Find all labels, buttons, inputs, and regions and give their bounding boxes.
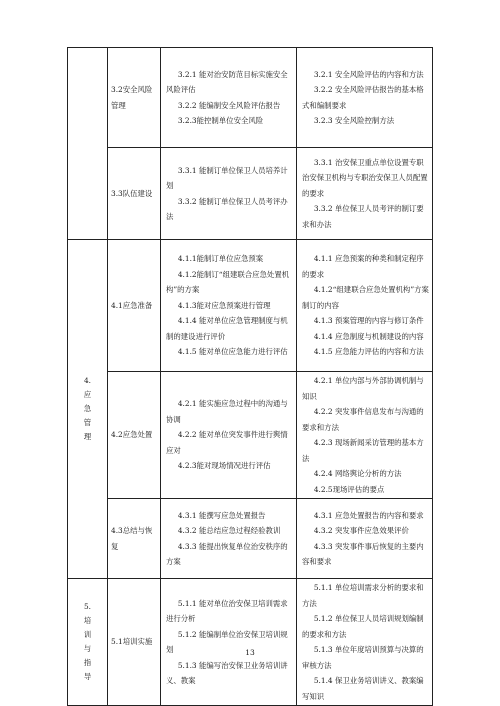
skill-item: 4.1.3能对应急预案进行管理 xyxy=(177,300,271,310)
category-label: 4.应急管理 xyxy=(83,375,92,441)
skill-requirements-cell xyxy=(161,579,297,706)
subcategory-cell: 4.1应急准备 xyxy=(108,240,161,372)
table-row xyxy=(68,48,433,148)
subcategory-cell: 5.1培训实施 xyxy=(108,579,161,706)
knowledge-item: 4.1.5 应急能力评估的内容和方法 xyxy=(313,347,424,357)
knowledge-item: 3.2.3 安全风险控制方法 xyxy=(313,116,395,125)
skill-item: 4.2.1 能实施应急过程中的沟通与协调 xyxy=(166,399,288,424)
knowledge-requirements-cell xyxy=(297,372,433,499)
knowledge-item: 4.2.4 网络舆论分析的方法 xyxy=(313,469,402,478)
category-cell-3 xyxy=(68,48,108,240)
skill-item: 4.3.2 能总结应急过程经验教训 xyxy=(177,526,281,535)
skill-item: 4.2.3能对现场情况进行评估 xyxy=(177,461,271,471)
category-cell-5 xyxy=(68,579,108,706)
knowledge-item: 4.1.2“组建联合应急处置机构”方案制订的内容 xyxy=(302,285,429,310)
category-label: 5.培训与指导 xyxy=(83,601,92,681)
skill-item: 4.3.3 能提出恢复单位治安秩序的方案 xyxy=(166,541,288,566)
subcategory-cell: 3.2安全风险管理 xyxy=(108,48,161,148)
skill-item: 5.1.1 能对单位治安保卫培训需求进行分析 xyxy=(166,598,288,623)
knowledge-item: 4.3.3 突发事件事后恢复的主要内容和要求 xyxy=(302,541,424,566)
table-row xyxy=(68,579,433,706)
skill-requirements-cell xyxy=(161,240,297,372)
knowledge-item: 4.1.3 预案管理的内容与修订条件 xyxy=(313,316,424,326)
knowledge-requirements-cell xyxy=(297,579,433,706)
skill-item: 5.1.3 能编写治安保卫业务培训讲义、教案 xyxy=(166,660,288,685)
skill-requirements-cell xyxy=(161,499,297,579)
subcategory-cell: 4.3总结与恢复 xyxy=(108,499,161,579)
standards-table xyxy=(67,47,433,706)
skill-item: 3.2.1 能对治安防范目标实施安全风险评估 xyxy=(166,69,288,94)
subcategory-cell: 4.2应急处置 xyxy=(108,372,161,499)
knowledge-item: 4.1.4 应急制度与机制建设的内容 xyxy=(313,331,424,341)
knowledge-item: 4.3.1 应急处置报告的内容和要求 xyxy=(313,510,424,520)
skill-item: 4.1.5 能对单位应急能力进行评估 xyxy=(177,347,288,357)
knowledge-item: 4.2.3 现场新闻采访管理的基本方法 xyxy=(302,438,424,463)
skill-item: 5.1.2 能编制单位治安保卫培训规划 xyxy=(166,629,288,654)
skill-item: 4.3.1 能撰写应急处置报告 xyxy=(177,510,266,520)
page-number: 13 xyxy=(245,648,255,657)
knowledge-item: 5.1.2 单位保卫人员培训规划编制的要求和方法 xyxy=(302,614,424,639)
knowledge-requirements-cell xyxy=(297,499,433,579)
table-row xyxy=(68,372,433,499)
knowledge-item: 4.1.1 应急预案的种类和制定程序的要求 xyxy=(302,254,424,279)
knowledge-item: 3.3.1 治安保卫重点单位设置专职治安保卫机构与专职治安保卫人员配置的要求 xyxy=(302,157,428,198)
knowledge-item: 3.2.2 安全风险评估报告的基本格式和编制要求 xyxy=(302,85,424,110)
knowledge-item: 5.1.4 保卫业务培训讲义、教案编写知识 xyxy=(302,676,424,701)
knowledge-requirements-cell xyxy=(297,240,433,372)
skill-item: 3.2.3能控制单位安全风险 xyxy=(177,116,264,125)
skill-item: 3.2.2 能编制安全风险评估报告 xyxy=(177,100,281,110)
skill-item: 4.1.4 能对单位应急管理制度与机制的建设进行评价 xyxy=(166,316,288,341)
skill-requirements-cell xyxy=(161,372,297,499)
knowledge-item: 5.1.1 单位培训需求分析的要求和方法 xyxy=(302,583,424,608)
category-cell-4 xyxy=(68,240,108,579)
knowledge-item: 4.2.5现场评估的要点 xyxy=(313,484,385,494)
knowledge-item: 4.2.2 突发事件信息发布与沟通的要求和方法 xyxy=(302,407,424,432)
knowledge-item: 5.1.3 单位年度培训预算与决算的审核方法 xyxy=(302,645,424,670)
skill-requirements-cell xyxy=(161,148,297,240)
subcategory-cell: 3.3队伍建设 xyxy=(108,148,161,240)
knowledge-item: 4.2.1 单位内部与外部协调机制与知识 xyxy=(302,376,424,401)
table-row xyxy=(68,148,433,240)
skill-item: 4.1.1能制订单位应急预案 xyxy=(177,254,264,264)
knowledge-item: 3.2.1 安全风险评估的内容和方法 xyxy=(313,69,424,79)
table-row xyxy=(68,499,433,579)
skill-requirements-cell xyxy=(161,48,297,148)
skill-item: 3.3.2 能制订单位保卫人员考评办法 xyxy=(166,196,288,221)
knowledge-requirements-cell xyxy=(297,48,433,148)
knowledge-item: 4.3.2 突发事件应急效果评价 xyxy=(313,526,409,535)
skill-item: 4.1.2能制订“组建联合应急处置机构”的方案 xyxy=(166,269,290,295)
skill-item: 4.2.2 能对单位突发事件进行舆情应对 xyxy=(166,430,288,455)
knowledge-requirements-cell xyxy=(297,148,433,240)
skill-item: 3.3.1 能制订单位保卫人员培养计划 xyxy=(166,165,288,190)
table-row xyxy=(68,240,433,372)
knowledge-item: 3.3.2 单位保卫人员考评的制订要求和办法 xyxy=(302,204,424,229)
